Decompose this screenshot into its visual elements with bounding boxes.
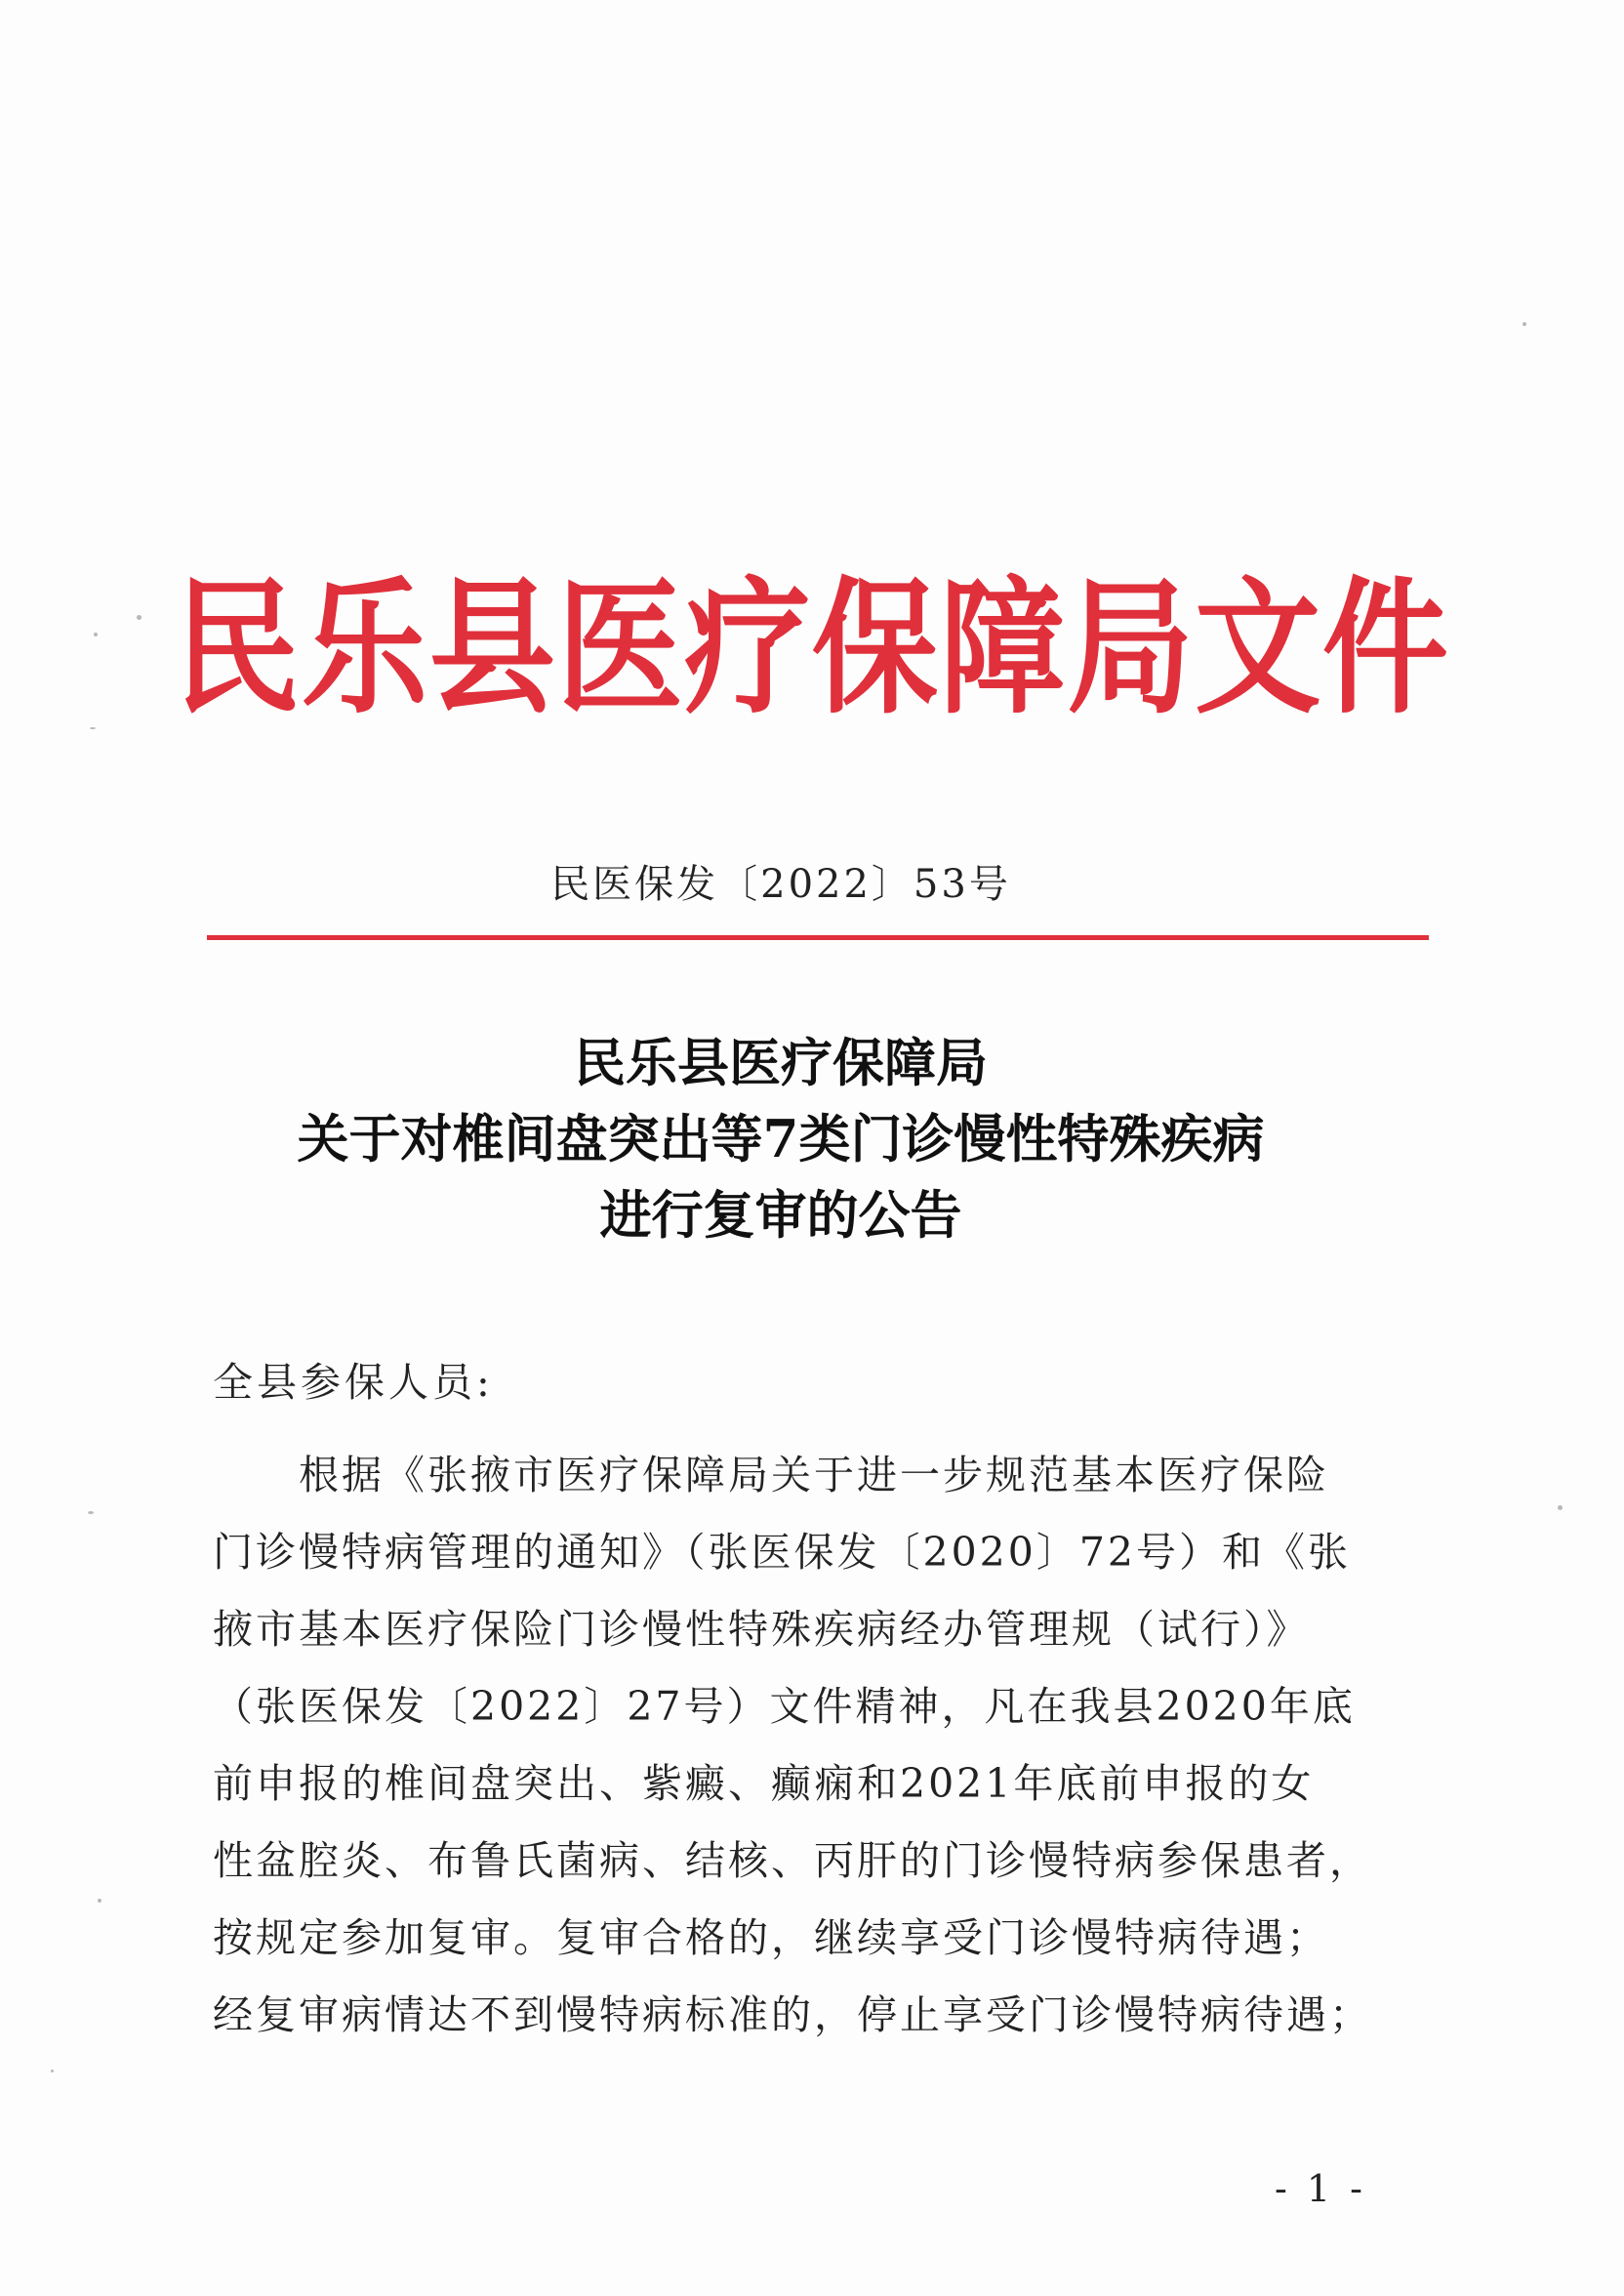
body-text bbox=[213, 1437, 1372, 2054]
body-line: 按规定参加复审。复审合格的，继续享受门诊慢特病待遇； bbox=[213, 1914, 1329, 1961]
body-line: 根据《张掖市医疗保障局关于进一步规范基本医疗保险 bbox=[299, 1452, 1329, 1498]
title-line: 民乐县医疗保障局 bbox=[574, 1033, 988, 1093]
scan-speck bbox=[94, 633, 98, 636]
body-line: 门诊慢特病管理的通知》（张医保发〔2020〕72号）和《张 bbox=[213, 1529, 1352, 1576]
scan-speck bbox=[1522, 322, 1526, 326]
body-line: 掖市基本医疗保险门诊慢性特殊疾病经办管理规（试行）》 bbox=[213, 1606, 1310, 1653]
salutation: 全县参保人员: bbox=[213, 1359, 494, 1406]
document-number: 民医保发〔2022〕53号 bbox=[550, 862, 1011, 907]
header-divider bbox=[207, 935, 1429, 940]
page-number: - 1 - bbox=[1275, 2167, 1367, 2210]
notice-title bbox=[0, 1025, 1562, 1253]
scan-speck bbox=[98, 1899, 102, 1903]
body-line: （张医保发〔2022〕27号）文件精神，凡在我县2020年底 bbox=[213, 1683, 1356, 1730]
scan-speck bbox=[90, 727, 96, 729]
title-line: 关于对椎间盘突出等7类门诊慢性特殊疾病 bbox=[297, 1109, 1265, 1169]
scan-speck bbox=[1558, 1505, 1563, 1510]
scan-speck bbox=[88, 1511, 94, 1514]
masthead-title: 民乐县医疗保障局文件 bbox=[174, 564, 1450, 734]
body-line: 性盆腔炎、布鲁氏菌病、结核、丙肝的门诊慢特病参保患者， bbox=[213, 1837, 1372, 1884]
scan-speck bbox=[51, 2070, 54, 2072]
body-line: 经复审病情达不到慢特病标准的，停止享受门诊慢特病待遇； bbox=[213, 1991, 1372, 2038]
title-line: 进行复审的公告 bbox=[599, 1185, 962, 1246]
body-line: 前申报的椎间盘突出、紫癜、癫痫和2021年底前申报的女 bbox=[213, 1760, 1315, 1807]
